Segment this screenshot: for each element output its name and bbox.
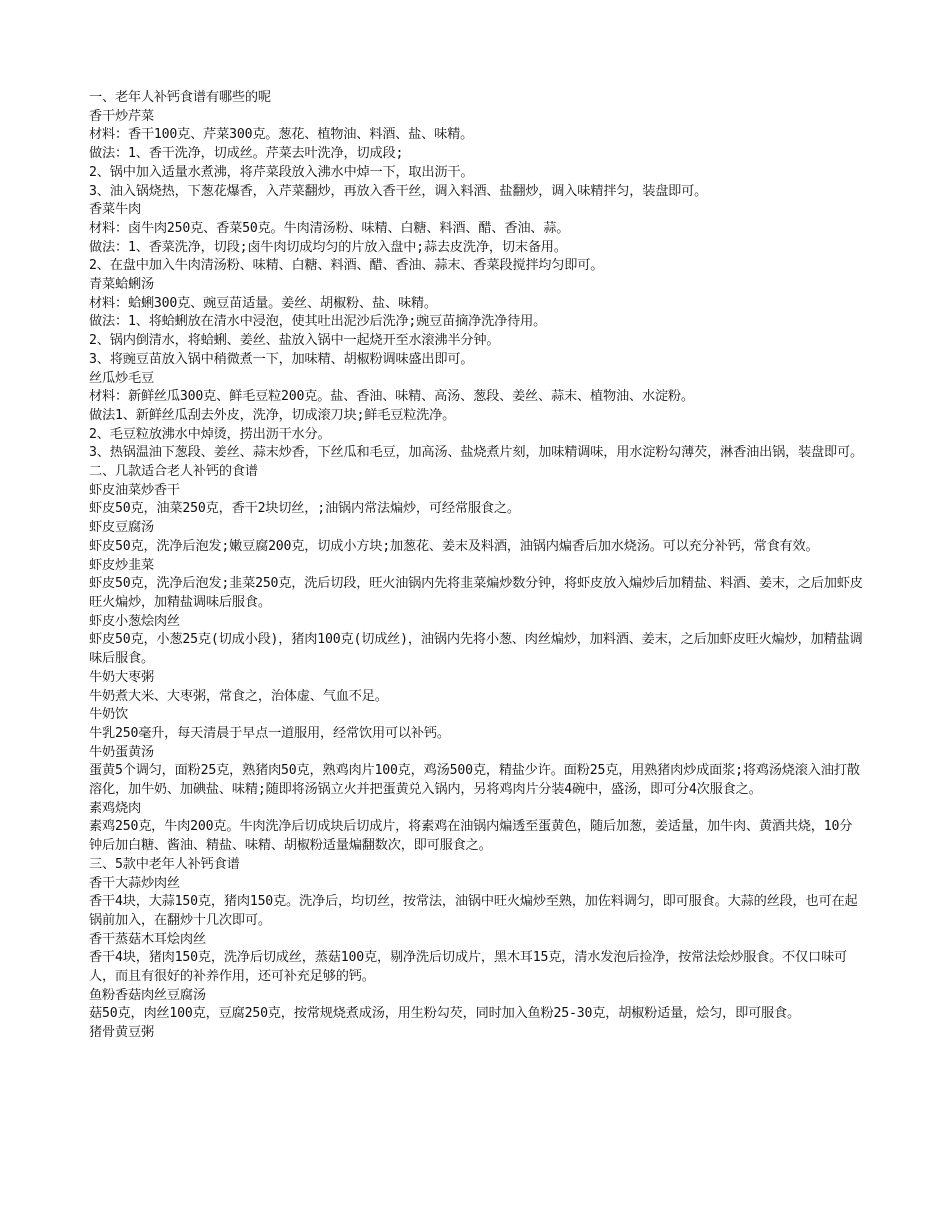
text-line: 牛奶饮 (89, 707, 128, 723)
text-line: 3、油入锅烧热，下葱花爆香，入芹菜翻炒，再放入香干丝，调入料酒、盐翻炒，调入味精拌匀，装盘即可。 (89, 183, 708, 199)
text-line: 香干4块，猪肉150克，洗净后切成丝，蒸菇100克，剔净洗后切成片，黑木耳15克，清水发泡后捡净，按常法烩炒服食。不仅口味可人，而且有很好的补养作用，还可补充足够的钙。 (89, 950, 847, 985)
text-line: 3、将豌豆苗放入锅中稍微煮一下，加味精、胡椒粉调味盛出即可。 (89, 351, 474, 367)
text-line: 牛奶蛋黄汤 (89, 744, 154, 760)
text-line: 香菜牛肉 (89, 202, 141, 218)
text-line: 二、几款适合老人补钙的食谱 (89, 464, 258, 480)
text-line: 2、在盘中加入牛肉清汤粉、味精、白糖、料酒、醋、香油、蒜末、香菜段搅拌均匀即可。 (89, 258, 604, 274)
text-line: 2、锅内倒清水，将蛤蜊、姜丝、盐放入锅中一起烧开至水滚沸半分钟。 (89, 333, 500, 349)
text-line: 香干大蒜炒肉丝 (89, 875, 180, 891)
document-body (89, 89, 864, 1043)
text-line: 素鸡250克，牛肉200克。牛肉洗净后切成块后切成片，将素鸡在油锅内煸透至蛋黄色，随后加葱，姜适量，加牛肉、黄酒共烧，10分钟后加白糖、酱油、精盐、味精、胡椒粉适量煸翻数次，即可服食之。 (89, 819, 853, 854)
text-line: 牛奶煮大米、大枣粥，常食之，治体虚、气血不足。 (89, 688, 388, 704)
text-line: 香干蒸菇木耳烩肉丝 (89, 931, 206, 947)
text-line: 猪骨黄豆粥 (89, 1025, 154, 1041)
text-line: 虾皮50克，小葱25克(切成小段)，猪肉100克(切成丝)，油锅内先将小葱、肉丝煸炒，加料酒、姜末，之后加虾皮旺火煸炒，加精盐调味后服食。 (89, 632, 863, 667)
text-line: 材料：蛤蜊300克、豌豆苗适量。姜丝、胡椒粉、盐、味精。 (89, 295, 437, 311)
text-line: 素鸡烧肉 (89, 800, 141, 816)
text-line: 虾皮小葱烩肉丝 (89, 613, 180, 629)
text-line: 2、毛豆粒放沸水中焯烫，捞出沥干水分。 (89, 426, 331, 442)
text-line: 3、热锅温油下葱段、姜丝、蒜末炒香，下丝瓜和毛豆，加高汤、盐烧煮片刻，加味精调味，用水淀粉勾薄芡，淋香油出锅，装盘即可。 (89, 445, 863, 461)
text-line: 鱼粉香菇肉丝豆腐汤 (89, 987, 206, 1003)
text-line: 香干炒芹菜 (89, 108, 154, 124)
text-line: 材料：新鲜丝瓜300克、鲜毛豆粒200克。盐、香油、味精、高汤、葱段、姜丝、蒜末、植物油、水淀粉。 (89, 389, 694, 405)
text-line: 菇50克，肉丝100克，豆腐250克，按常规烧煮成汤，用生粉勾芡，同时加入鱼粉25-30克，胡椒粉适量，烩匀，即可服食。 (89, 1006, 801, 1022)
text-line: 材料：卤牛肉250克、香菜50克。牛肉清汤粉、味精、白糖、料酒、醋、香油、蒜。 (89, 220, 570, 236)
text-line: 做法：1、将蛤蜊放在清水中浸泡，使其吐出泥沙后洗净;豌豆苗摘净洗净待用。 (89, 314, 547, 330)
text-line: 2、锅中加入适量水煮沸，将芹菜段放入沸水中焯一下，取出沥干。 (89, 164, 474, 180)
text-line: 丝瓜炒毛豆 (89, 370, 154, 386)
text-line: 材料：香干100克、芹菜300克。葱花、植物油、料酒、盐、味精。 (89, 127, 474, 143)
text-line: 三、5款中老年人补钙食谱 (89, 856, 240, 872)
text-line: 做法：1、香干洗净，切成丝。芹菜去叶洗净，切成段; (89, 146, 404, 162)
text-line: 香干4块，大蒜150克，猪肉150克。洗净后，均切丝，按常法，油锅中旺火煸炒至熟，加佐料调匀，即可服食。大蒜的丝段，也可在起锅前加入，在翻炒十几次即可。 (89, 894, 858, 928)
text-line: 牛乳250毫升，每天清晨于早点一道服用，经常饮用可以补钙。 (89, 725, 450, 741)
text-line: 虾皮豆腐汤 (89, 520, 154, 536)
text-line: 虾皮油菜炒香干 (89, 482, 180, 498)
text-line: 虾皮炒韭菜 (89, 557, 154, 573)
text-line: 虾皮50克，油菜250克，香干2块切丝，;油锅内常法煸炒，可经常服食之。 (89, 501, 520, 517)
text-line: 牛奶大枣粥 (89, 669, 154, 685)
text-line: 做法1、新鲜丝瓜刮去外皮，洗净，切成滚刀块;鲜毛豆粒洗净。 (89, 407, 456, 423)
text-line: 一、老年人补钙食谱有哪些的呢 (89, 90, 271, 105)
text-line: 虾皮50克，洗净后泡发;韭菜250克，洗后切段，旺火油锅内先将韭菜煸炒数分钟，将虾皮放入煸炒后加精盐、料酒、姜末，之后加虾皮旺火煸炒，加精盐调味后服食。 (89, 576, 863, 610)
text-line: 虾皮50克，洗净后泡发;嫩豆腐200克，切成小方块;加葱花、姜末及料酒，油锅内煸香后加水烧汤。可以充分补钙，常食有效。 (89, 538, 819, 554)
text-line: 做法：1、香菜洗净，切段;卤牛肉切成均匀的片放入盘中;蒜去皮洗净，切末备用。 (89, 239, 567, 255)
text-line: 青菜蛤蜊汤 (89, 277, 154, 293)
text-line: 蛋黄5个调匀，面粉25克，熟猪肉50克，熟鸡肉片100克，鸡汤500克，精盐少许。面粉25克，用熟猪肉炒成面浆;将鸡汤烧滚入油打散溶化，加牛奶、加碘盐、味精;随即将汤锅立火并把蛋黄兑入锅内，另将鸡肉片分装4碗中，盛汤，即可分4次服食之。 (89, 763, 860, 798)
